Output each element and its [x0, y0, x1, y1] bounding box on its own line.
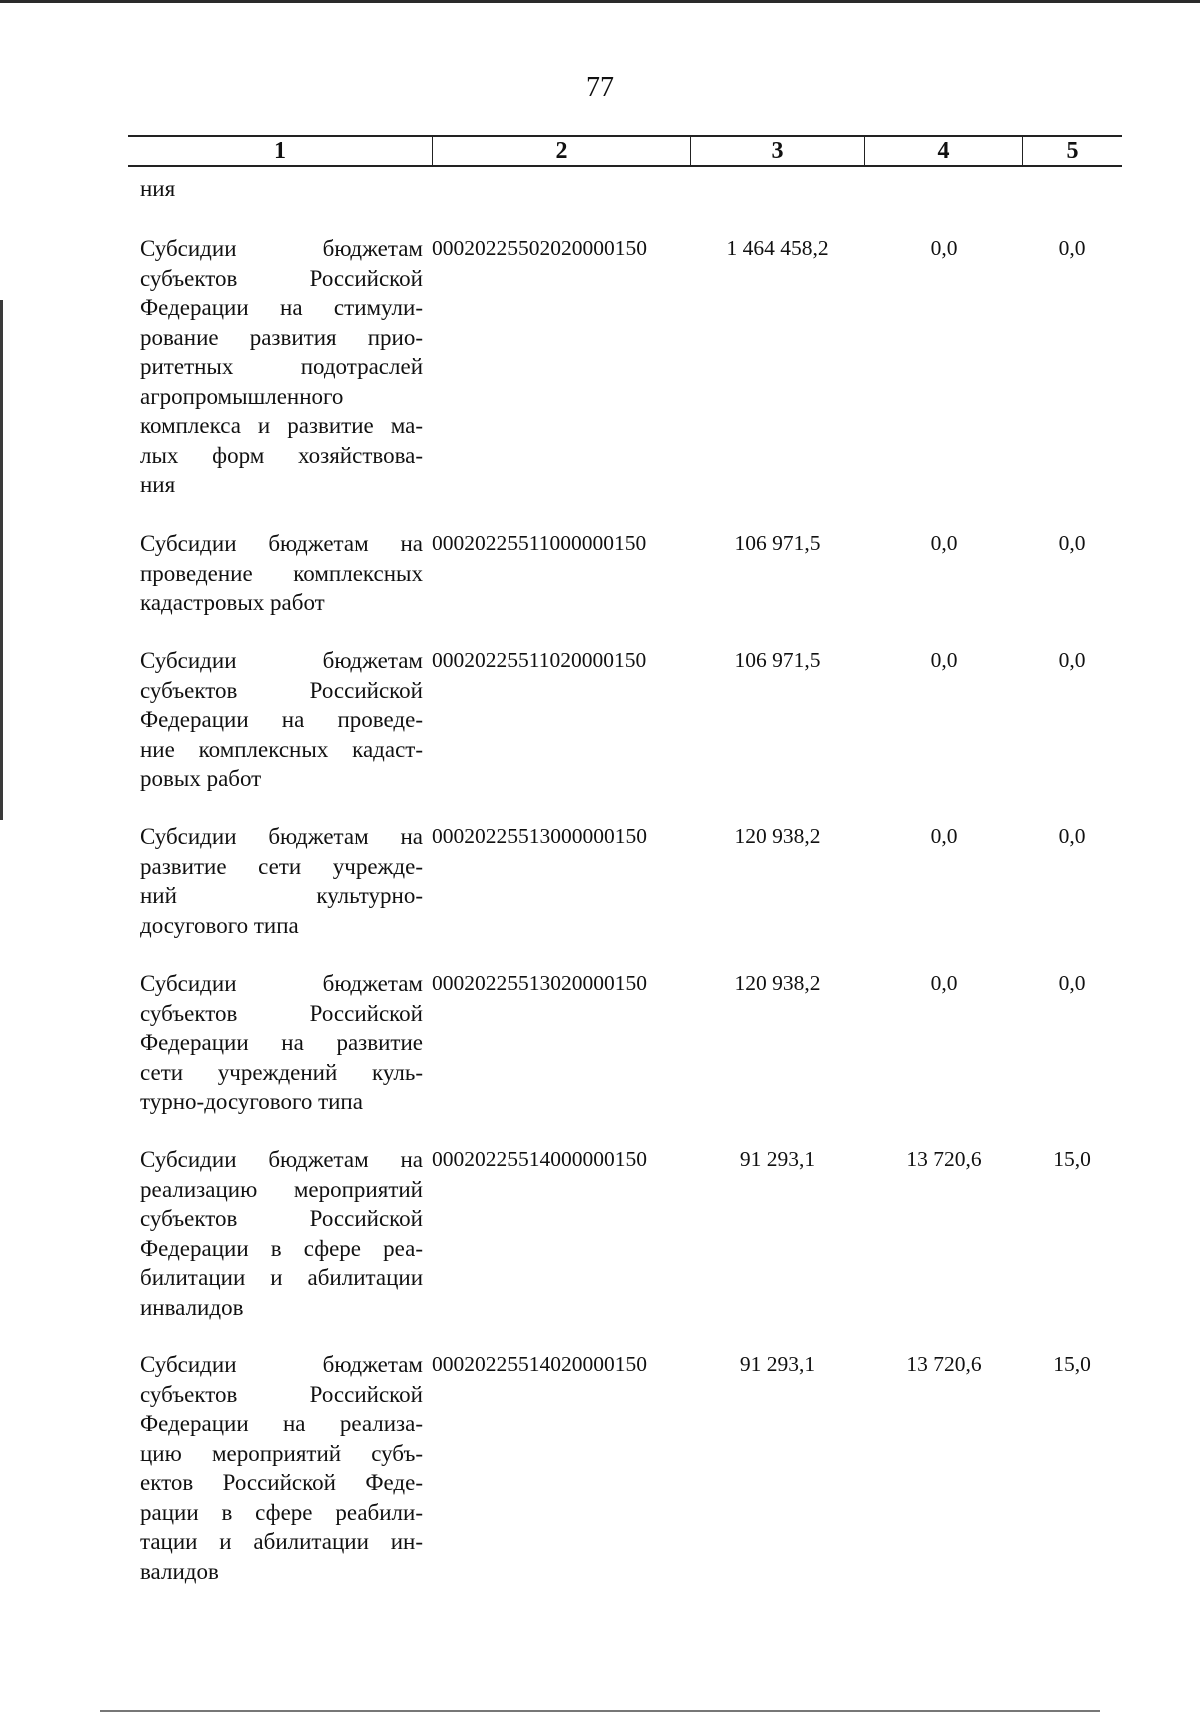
- header-col-3: 3: [690, 137, 864, 165]
- description-line: ектов Российской Феде-: [140, 1470, 423, 1495]
- row-value-col3: 91 293,1: [739, 1352, 816, 1376]
- description-line: ритетных подотраслей: [140, 354, 423, 379]
- row-code: 00020225511000000150: [432, 531, 647, 555]
- description-line: субъектов Российской: [140, 1206, 423, 1231]
- continuation-text: ния: [140, 176, 176, 201]
- row-value-col5: 0,0: [1058, 236, 1086, 260]
- description-line: Субсидии бюджетам: [140, 971, 423, 996]
- description-line: субъектов Российской: [140, 677, 423, 703]
- scan-edge-left: [0, 300, 3, 820]
- description-line: рации в сфере реабили-: [140, 1499, 423, 1525]
- row-value-col3: 120 938,2: [734, 971, 821, 995]
- description-line: реализацию мероприятий: [140, 1176, 423, 1202]
- description-line: субъектов Российской: [140, 1000, 423, 1026]
- row-value-col5: 15,0: [1053, 1147, 1091, 1171]
- description-line: Субсидии бюджетам: [140, 648, 423, 673]
- row-description: [140, 822, 423, 940]
- row-value-col5: 0,0: [1058, 971, 1086, 995]
- row-value-col4: 0,0: [930, 971, 958, 995]
- row-value-col3: 1 464 458,2: [726, 236, 829, 260]
- row-value-col4: 0,0: [930, 648, 958, 672]
- row-value-col3: 91 293,1: [739, 1147, 816, 1171]
- row-description: [140, 1145, 423, 1322]
- row-value-col4: 13 720,6: [906, 1147, 982, 1171]
- row-code: 00020225513020000150: [432, 971, 647, 995]
- row-value-col4: 0,0: [930, 236, 958, 260]
- row-code: 00020225511020000150: [432, 648, 647, 672]
- description-line: Федерации в сфере реа-: [140, 1235, 423, 1261]
- description-line: цию мероприятий субъ-: [140, 1440, 423, 1466]
- row-value-col4: 0,0: [930, 824, 958, 848]
- table-header: [128, 135, 1122, 167]
- row-value-col3: 106 971,5: [734, 648, 821, 672]
- header-col-2: 2: [432, 137, 690, 165]
- description-line: Субсидии бюджетам: [140, 236, 423, 261]
- description-line: турно-досугового типа: [140, 1089, 363, 1114]
- row-value-col5: 0,0: [1058, 648, 1086, 672]
- row-code: 00020225514020000150: [432, 1352, 647, 1376]
- description-line: ровых работ: [140, 766, 262, 791]
- page-number: 77: [586, 72, 614, 103]
- description-line: ния: [140, 472, 176, 497]
- description-line: Федерации на стимули-: [140, 295, 423, 320]
- row-description: [140, 529, 423, 618]
- scan-edge-bottom: [100, 1710, 1100, 1712]
- description-line: субъектов Российской: [140, 265, 423, 291]
- description-line: развитие сети учрежде-: [140, 853, 423, 879]
- description-line: досугового типа: [140, 912, 299, 938]
- row-value-col3: 120 938,2: [734, 824, 821, 848]
- description-line: Федерации на реализа-: [140, 1411, 423, 1436]
- row-value-col5: 0,0: [1058, 531, 1086, 555]
- description-line: билитации и абилитации: [140, 1265, 423, 1290]
- header-col-4: 4: [864, 137, 1022, 165]
- header-col-1: 1: [274, 138, 286, 164]
- row-code: 00020225502020000150: [432, 236, 647, 260]
- description-line: ние комплексных кадаст-: [140, 736, 423, 762]
- description-line: тации и абилитации ин-: [140, 1529, 423, 1554]
- description-line: валидов: [140, 1558, 219, 1584]
- description-line: Субсидии бюджетам на: [140, 531, 423, 556]
- description-line: проведение комплексных: [140, 560, 423, 586]
- description-line: ний культурно-: [140, 883, 423, 908]
- description-line: сети учреждений куль-: [140, 1059, 423, 1085]
- row-code: 00020225513000000150: [432, 824, 647, 848]
- header-col-5: 5: [1022, 137, 1122, 165]
- description-line: лых форм хозяйствова-: [140, 442, 423, 468]
- row-description: [140, 969, 423, 1117]
- scan-edge-top: [0, 0, 1200, 3]
- description-line: Субсидии бюджетам: [140, 1352, 423, 1377]
- row-description: [140, 1350, 423, 1586]
- row-description: [140, 234, 423, 500]
- row-description: [140, 646, 423, 794]
- description-line: Субсидии бюджетам на: [140, 1147, 423, 1172]
- row-value-col5: 0,0: [1058, 824, 1086, 848]
- row-value-col4: 13 720,6: [906, 1352, 982, 1376]
- row-value-col3: 106 971,5: [734, 531, 821, 555]
- description-line: агропромышленного: [140, 383, 344, 409]
- description-line: комплекса и развитие ма-: [140, 413, 423, 438]
- description-line: Федерации на развитие: [140, 1030, 423, 1055]
- description-line: рование развития прио-: [140, 324, 423, 350]
- row-code: 00020225514000000150: [432, 1147, 647, 1171]
- row-value-col5: 15,0: [1053, 1352, 1091, 1376]
- description-line: инвалидов: [140, 1294, 244, 1320]
- description-line: кадастровых работ: [140, 590, 325, 615]
- description-line: субъектов Российской: [140, 1381, 423, 1407]
- description-line: Субсидии бюджетам на: [140, 824, 423, 849]
- row-value-col4: 0,0: [930, 531, 958, 555]
- description-line: Федерации на проведе-: [140, 707, 423, 732]
